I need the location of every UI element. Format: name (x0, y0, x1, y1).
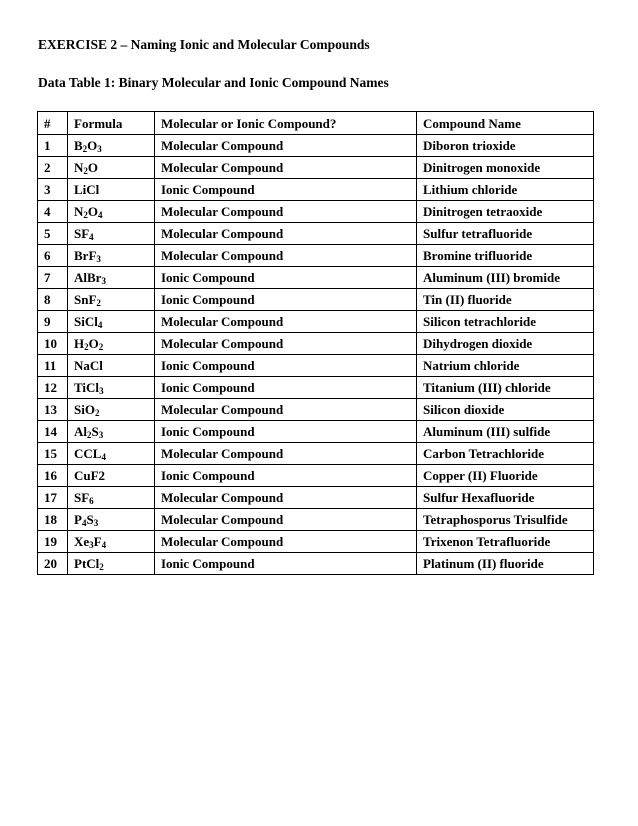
compound-type: Molecular Compound (155, 531, 417, 553)
row-number: 9 (38, 311, 68, 333)
compound-type: Molecular Compound (155, 399, 417, 421)
compound-name: Tetraphosporus Trisulfide (417, 509, 594, 531)
formula-symbol: SnF (74, 292, 97, 307)
row-number: 19 (38, 531, 68, 553)
formula-symbol: SF (74, 226, 90, 241)
formula-symbol: O (87, 138, 98, 153)
compound-name: Silicon tetrachloride (417, 311, 594, 333)
row-number: 18 (38, 509, 68, 531)
formula-cell (68, 179, 155, 201)
formula-symbol: O (88, 336, 99, 351)
table-row (38, 135, 594, 157)
compound-type: Ionic Compound (155, 377, 417, 399)
compound-name: Dihydrogen dioxide (417, 333, 594, 355)
exercise-title: EXERCISE 2 – Naming Ionic and Molecular Compounds (38, 37, 370, 52)
formula-subscript: 2 (87, 430, 92, 440)
formula-subscript: 4 (89, 232, 94, 242)
formula-symbol: H (74, 336, 85, 351)
formula-cell (68, 443, 155, 465)
compound-type: Ionic Compound (155, 267, 417, 289)
formula-symbol: B (74, 138, 83, 153)
compound-type: Molecular Compound (155, 135, 417, 157)
compound-type: Ionic Compound (155, 179, 417, 201)
column-header-formula: Formula (68, 112, 155, 135)
table-row (38, 487, 594, 509)
formula-symbol: Al (74, 424, 87, 439)
formula-subscript: 2 (82, 144, 88, 154)
compound-name: Dinitrogen tetraoxide (417, 201, 594, 223)
compound-name: Bromine trifluoride (417, 245, 594, 267)
row-number: 2 (38, 157, 68, 179)
compound-type: Ionic Compound (155, 465, 417, 487)
formula-subscript: 2 (94, 408, 100, 418)
formula-subscript: 2 (99, 562, 104, 572)
row-number: 17 (38, 487, 68, 509)
formula-cell (68, 531, 155, 553)
formula-subscript: 3 (97, 144, 102, 154)
formula-subscript: 2 (83, 210, 88, 220)
compound-type: Molecular Compound (155, 443, 417, 465)
compound-name: Aluminum (III) bromide (417, 267, 594, 289)
formula-cell (68, 157, 155, 179)
compound-name: Tin (II) fluoride (417, 289, 594, 311)
formula-subscript: 2 (96, 298, 101, 308)
formula-symbol: TiCl (74, 380, 100, 395)
formula-subscript: 2 (84, 342, 89, 352)
compound-name: Platinum (II) fluoride (417, 553, 594, 575)
row-number: 4 (38, 201, 68, 223)
compound-name: Copper (II) Fluoride (417, 465, 594, 487)
compound-type: Molecular Compound (155, 487, 417, 509)
formula-symbol: O (87, 160, 99, 175)
compound-name: Aluminum (III) sulfide (417, 421, 594, 443)
table-row (38, 201, 594, 223)
formula-symbol: SiCl (74, 314, 98, 329)
table-row (38, 399, 594, 421)
row-number: 11 (38, 355, 68, 377)
formula-cell (68, 289, 155, 311)
table-row (38, 223, 594, 245)
column-header-compound-type: Molecular or Ionic Compound? (155, 112, 417, 135)
formula-cell (68, 399, 155, 421)
formula-cell (68, 311, 155, 333)
formula-cell (68, 421, 155, 443)
compound-type: Ionic Compound (155, 289, 417, 311)
compound-type: Ionic Compound (155, 355, 417, 377)
compound-type: Molecular Compound (155, 333, 417, 355)
table-row (38, 157, 594, 179)
compound-type: Molecular Compound (155, 311, 417, 333)
row-number: 13 (38, 399, 68, 421)
compound-name: Carbon Tetrachloride (417, 443, 594, 465)
formula-symbol: BrF (74, 248, 97, 263)
row-number: 16 (38, 465, 68, 487)
formula-subscript: 3 (101, 276, 106, 286)
compound-type: Ionic Compound (155, 553, 417, 575)
row-number: 12 (38, 377, 68, 399)
formula-cell (68, 135, 155, 157)
formula-subscript: 3 (99, 386, 104, 396)
compound-name: Lithium chloride (417, 179, 594, 201)
column-header-number: # (38, 112, 68, 135)
row-number: 3 (38, 179, 68, 201)
formula-symbol: P (74, 512, 82, 527)
compound-type: Molecular Compound (155, 157, 417, 179)
formula-cell (68, 509, 155, 531)
table-header-row (38, 112, 594, 135)
compound-type: Molecular Compound (155, 223, 417, 245)
compound-name: Diboron trioxide (417, 135, 594, 157)
column-header-compound-name: Compound Name (417, 112, 594, 135)
compound-names-table (37, 111, 594, 575)
formula-subscript: 3 (98, 430, 104, 440)
formula-symbol: AlBr (74, 270, 102, 285)
row-number: 10 (38, 333, 68, 355)
formula-cell (68, 355, 155, 377)
compound-type: Molecular Compound (155, 245, 417, 267)
formula-symbol: SF (74, 490, 90, 505)
compound-type: Molecular Compound (155, 201, 417, 223)
formula-subscript: 2 (98, 342, 104, 352)
formula-symbol: N (74, 160, 84, 175)
formula-cell (68, 377, 155, 399)
table-row (38, 311, 594, 333)
compound-name: Trixenon Tetrafluoride (417, 531, 594, 553)
row-number: 1 (38, 135, 68, 157)
formula-cell (68, 487, 155, 509)
formula-subscript: 4 (98, 210, 103, 220)
table-body (38, 135, 594, 575)
row-number: 5 (38, 223, 68, 245)
table-row (38, 443, 594, 465)
table-row (38, 421, 594, 443)
compound-type: Molecular Compound (155, 509, 417, 531)
formula-symbol: SiO (74, 402, 95, 417)
formula-subscript: 4 (81, 518, 87, 528)
formula-subscript: 2 (83, 166, 88, 176)
formula-subscript: 6 (89, 496, 94, 506)
table-row (38, 531, 594, 553)
formula-subscript: 4 (101, 540, 107, 550)
compound-name: Dinitrogen monoxide (417, 157, 594, 179)
formula-subscript: 3 (89, 540, 94, 550)
formula-symbol: LiCl (74, 182, 100, 197)
row-number: 6 (38, 245, 68, 267)
table-row (38, 267, 594, 289)
table-title: Data Table 1: Binary Molecular and Ionic Compound Names (38, 75, 389, 90)
table-row (38, 377, 594, 399)
table-row (38, 179, 594, 201)
table-row (38, 289, 594, 311)
formula-subscript: 3 (96, 254, 101, 264)
formula-cell (68, 245, 155, 267)
compound-name: Titanium (III) chloride (417, 377, 594, 399)
table-row (38, 465, 594, 487)
table-row (38, 355, 594, 377)
formula-symbol: CCL (74, 446, 102, 461)
formula-symbol: Xe (74, 534, 90, 549)
row-number: 8 (38, 289, 68, 311)
formula-symbol: N (74, 204, 84, 219)
formula-symbol: S (86, 512, 94, 527)
compound-name: Natrium chloride (417, 355, 594, 377)
table-row (38, 553, 594, 575)
compound-name: Silicon dioxide (417, 399, 594, 421)
row-number: 14 (38, 421, 68, 443)
formula-subscript: 3 (93, 518, 99, 528)
compound-type: Ionic Compound (155, 421, 417, 443)
row-number: 20 (38, 553, 68, 575)
formula-symbol: S (91, 424, 99, 439)
formula-symbol: CuF2 (74, 468, 106, 483)
row-number: 15 (38, 443, 68, 465)
formula-cell (68, 267, 155, 289)
table-row (38, 509, 594, 531)
formula-symbol: O (87, 204, 99, 219)
formula-cell (68, 223, 155, 245)
row-number: 7 (38, 267, 68, 289)
formula-symbol: NaCl (74, 358, 103, 373)
compound-name: Sulfur Hexafluoride (417, 487, 594, 509)
formula-symbol: F (93, 534, 102, 549)
formula-cell (68, 553, 155, 575)
table-row (38, 245, 594, 267)
compound-name: Sulfur tetrafluoride (417, 223, 594, 245)
table-row (38, 333, 594, 355)
formula-cell (68, 465, 155, 487)
formula-subscript: 4 (97, 320, 103, 330)
formula-cell (68, 333, 155, 355)
formula-subscript: 4 (101, 452, 106, 462)
formula-cell (68, 201, 155, 223)
formula-symbol: PtCl (74, 556, 100, 571)
